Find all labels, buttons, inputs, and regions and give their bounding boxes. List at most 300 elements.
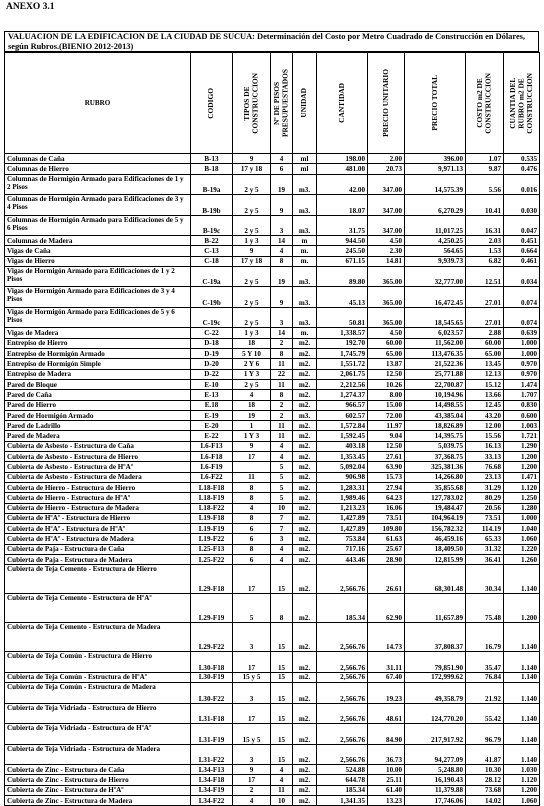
cell-cuantia: 0.461 <box>504 256 540 266</box>
cell-cantidad: 192.70 <box>317 338 368 348</box>
cell-cantidad: 2,566.76 <box>317 724 368 745</box>
cell-precio-unitario: 12.50 <box>368 369 405 379</box>
cell-costo-m2: 14.02 <box>466 796 504 806</box>
cell-tipos: 1 <box>233 421 271 431</box>
cell-costo-m2: 75.48 <box>466 594 504 623</box>
cell-precio-unitario: 62.90 <box>368 594 405 623</box>
cell-costo-m2: 1.07 <box>466 154 504 164</box>
cell-pisos: 11 <box>271 359 293 369</box>
cell-cuantia: 1.140 <box>504 683 540 704</box>
cell-cantidad: 2,566.76 <box>317 672 368 682</box>
cell-rubro: Vigas de Madera <box>5 328 191 338</box>
cell-cantidad: 602.57 <box>317 410 368 420</box>
cell-cantidad: 2,566.76 <box>317 565 368 594</box>
cell-tipos: 11 <box>233 472 271 482</box>
cell-cantidad: 1,353.45 <box>317 452 368 462</box>
cell-cuantia: 1.120 <box>504 482 540 492</box>
table-row <box>5 379 540 389</box>
cell-pisos: 8 <box>271 594 293 623</box>
cell-pisos: 4 <box>271 441 293 451</box>
cell-tipos: 17 y 18 <box>233 164 271 174</box>
cell-cantidad: 403.18 <box>317 441 368 451</box>
table-row <box>5 796 540 806</box>
cell-rubro: Pared de Bloque <box>5 379 191 389</box>
cell-precio-total: 10,194.96 <box>405 390 466 400</box>
cell-precio-unitario: 8.00 <box>368 390 405 400</box>
cell-cantidad: 5,092.04 <box>317 462 368 472</box>
cell-precio-unitario: 15.73 <box>368 472 405 482</box>
cell-unidad: m3. <box>293 266 317 287</box>
cell-tipos: 17 <box>233 452 271 462</box>
cell-costo-m2: 65.00 <box>466 349 504 359</box>
cell-cuantia: 1.140 <box>504 724 540 745</box>
cell-precio-total: 14,266.80 <box>405 472 466 482</box>
cell-costo-m2: 55.42 <box>466 703 504 724</box>
cell-tipos: 6 <box>233 534 271 544</box>
cell-precio-unitario: 19.23 <box>368 683 405 704</box>
cell-pisos: 2 <box>271 410 293 420</box>
cell-unidad: m2. <box>293 703 317 724</box>
cell-rubro: Cubierta de Paja - Estructura de Caña <box>5 544 191 554</box>
table-row <box>5 328 540 338</box>
cell-precio-unitario: 14.73 <box>368 623 405 652</box>
cell-precio-total: 22,700.87 <box>405 379 466 389</box>
cell-cantidad: 2,061.75 <box>317 369 368 379</box>
table-row <box>5 765 540 775</box>
cell-rubro: Columnas de Hormigón Armado para Edificaciones de 3 y 4 Pisos <box>5 195 191 216</box>
cell-costo-m2: 28.12 <box>466 775 504 785</box>
cell-costo-m2: 2.03 <box>466 236 504 246</box>
valuation-table <box>4 52 540 806</box>
cell-rubro: Pared de Hierro <box>5 400 191 410</box>
cell-costo-m2: 73.68 <box>466 785 504 795</box>
table-row <box>5 390 540 400</box>
cell-precio-total: 156,782.32 <box>405 524 466 534</box>
cell-cuantia: 1.120 <box>504 775 540 785</box>
cell-codigo: E-10 <box>191 379 233 389</box>
cell-cantidad: 1,989.46 <box>317 493 368 503</box>
table-row <box>5 524 540 534</box>
cell-costo-m2: 1.53 <box>466 246 504 256</box>
cell-precio-total: 11,379.88 <box>405 785 466 795</box>
cell-pisos: 11 <box>271 431 293 441</box>
cell-cantidad: 1,745.79 <box>317 349 368 359</box>
cell-precio-total: 18,545.65 <box>405 307 466 328</box>
cell-costo-m2: 6.82 <box>466 256 504 266</box>
cell-pisos: 15 <box>271 652 293 673</box>
cell-cantidad: 1,338.57 <box>317 328 368 338</box>
table-row <box>5 266 540 287</box>
cell-unidad: m2. <box>293 683 317 704</box>
cell-cuantia: 1.140 <box>504 565 540 594</box>
cell-tipos: 2 y 5 <box>233 215 271 236</box>
cell-codigo: B-18 <box>191 164 233 174</box>
cell-unidad: ml <box>293 164 317 174</box>
table-row <box>5 349 540 359</box>
cell-codigo: C-19b <box>191 287 233 308</box>
cell-cuantia: 1.707 <box>504 390 540 400</box>
cell-unidad: ml <box>293 154 317 164</box>
cell-pisos: 9 <box>271 287 293 308</box>
cell-unidad: m2. <box>293 359 317 369</box>
cell-precio-unitario: 31.11 <box>368 652 405 673</box>
cell-codigo: B-19c <box>191 215 233 236</box>
cell-cantidad: 2,212.56 <box>317 379 368 389</box>
header-rubro: RUBRO <box>5 53 191 154</box>
cell-costo-m2: 13.45 <box>466 359 504 369</box>
table-row <box>5 462 540 472</box>
cell-rubro: Entrepiso de Hormigón Armado <box>5 349 191 359</box>
cell-pisos: 2 <box>271 338 293 348</box>
cell-pisos: 11 <box>271 785 293 795</box>
cell-codigo: L18-F22 <box>191 503 233 513</box>
cell-tipos: 8 <box>233 513 271 523</box>
cell-rubro: Cubierta de Teja Cemento - Estructura de Hierro <box>5 565 191 594</box>
cell-codigo: L31-F22 <box>191 744 233 765</box>
cell-tipos: 17 <box>233 775 271 785</box>
cell-codigo: C-22 <box>191 328 233 338</box>
cell-codigo: L19-F22 <box>191 534 233 544</box>
cell-cuantia: 1.060 <box>504 796 540 806</box>
cell-codigo: L30-F18 <box>191 652 233 673</box>
cell-pisos: 4 <box>271 544 293 554</box>
cell-tipos: 5 Y 10 <box>233 349 271 359</box>
cell-rubro: Cubierta de Teja Cemento - Estructura de HºAº <box>5 594 191 623</box>
table-row <box>5 493 540 503</box>
cell-cuantia: 1.140 <box>504 744 540 765</box>
cell-precio-unitario: 12.50 <box>368 441 405 451</box>
cell-codigo: L25-F22 <box>191 555 233 565</box>
cell-cuantia: 1.471 <box>504 472 540 482</box>
cell-rubro: Cubierta de HºAº - Estructura de Hierro <box>5 513 191 523</box>
cell-precio-unitario: 365.00 <box>368 287 405 308</box>
cell-rubro: Cubierta de Teja Vidriada - Estructura de HºAº <box>5 724 191 745</box>
cell-pisos: 10 <box>271 503 293 513</box>
cell-costo-m2: 20.56 <box>466 503 504 513</box>
cell-cantidad: 45.13 <box>317 287 368 308</box>
cell-rubro: Cubierta de HºAº - Estructura de Madera <box>5 534 191 544</box>
cell-costo-m2: 2.88 <box>466 328 504 338</box>
cell-cuantia: 1.000 <box>504 513 540 523</box>
cell-precio-unitario: 84.90 <box>368 724 405 745</box>
cell-precio-unitario: 48.61 <box>368 703 405 724</box>
cell-rubro: Cubierta de Zinc - Estructura de HºAº <box>5 785 191 795</box>
cell-costo-m2: 12.51 <box>466 266 504 287</box>
cell-tipos: 2 y 5 <box>233 266 271 287</box>
cell-codigo: L34-F18 <box>191 775 233 785</box>
cell-precio-unitario: 4.50 <box>368 328 405 338</box>
cell-rubro: Cubierta de Zinc - Estructura de Caña <box>5 765 191 775</box>
cell-unidad: m2. <box>293 594 317 623</box>
cell-cuantia: 0.034 <box>504 266 540 287</box>
cell-cantidad: 671.15 <box>317 256 368 266</box>
cell-cantidad: 524.88 <box>317 765 368 775</box>
table-row <box>5 652 540 673</box>
cell-cantidad: 717.16 <box>317 544 368 554</box>
cell-costo-m2: 15.12 <box>466 379 504 389</box>
cell-precio-unitario: 13.87 <box>368 359 405 369</box>
cell-cantidad: 944.50 <box>317 236 368 246</box>
cell-costo-m2: 16.13 <box>466 441 504 451</box>
cell-codigo: L6-F13 <box>191 441 233 451</box>
cell-costo-m2: 23.13 <box>466 472 504 482</box>
cell-pisos: 15 <box>271 683 293 704</box>
cell-cantidad: 2,566.76 <box>317 652 368 673</box>
cell-rubro: Entrepiso de Madera <box>5 369 191 379</box>
table-row <box>5 256 540 266</box>
cell-cuantia: 0.074 <box>504 287 540 308</box>
cell-costo-m2: 60.00 <box>466 338 504 348</box>
cell-unidad: m3. <box>293 215 317 236</box>
cell-precio-total: 19,484.47 <box>405 503 466 513</box>
table-row <box>5 594 540 623</box>
cell-precio-unitario: 72.00 <box>368 410 405 420</box>
cell-precio-unitario: 14.81 <box>368 256 405 266</box>
cell-precio-total: 18,826.89 <box>405 421 466 431</box>
cell-unidad: m2. <box>293 534 317 544</box>
cell-unidad: m. <box>293 328 317 338</box>
cell-pisos: 19 <box>271 266 293 287</box>
cell-pisos: 5 <box>271 493 293 503</box>
cell-codigo: D-19 <box>191 349 233 359</box>
cell-tipos: 9 <box>233 154 271 164</box>
cell-unidad: m2. <box>293 493 317 503</box>
cell-cantidad: 185.34 <box>317 785 368 795</box>
cell-codigo: L19-F18 <box>191 513 233 523</box>
cell-precio-unitario: 67.40 <box>368 672 405 682</box>
cell-tipos: 3 <box>233 744 271 765</box>
cell-cantidad: 31.75 <box>317 215 368 236</box>
cell-cantidad: 1,427.89 <box>317 524 368 534</box>
cell-codigo: C-13 <box>191 246 233 256</box>
cell-tipos: 15 y 5 <box>233 672 271 682</box>
cell-costo-m2: 21.92 <box>466 683 504 704</box>
cell-rubro: Cubierta de Paja - Estructura de Madera <box>5 555 191 565</box>
cell-cuantia: 0.600 <box>504 410 540 420</box>
cell-unidad: m2. <box>293 452 317 462</box>
cell-cuantia: 0.451 <box>504 236 540 246</box>
cell-cuantia: 0.830 <box>504 400 540 410</box>
cell-cantidad: 1,274.37 <box>317 390 368 400</box>
cell-unidad: m2. <box>293 503 317 513</box>
cell-unidad: m2. <box>293 390 317 400</box>
cell-tipos: 3 <box>233 683 271 704</box>
cell-costo-m2: 114.19 <box>466 524 504 534</box>
cell-cuantia: 1.003 <box>504 421 540 431</box>
table-row <box>5 452 540 462</box>
cell-tipos: 2 y 5 <box>233 195 271 216</box>
cell-costo-m2: 76.84 <box>466 672 504 682</box>
cell-pisos: 14 <box>271 236 293 246</box>
cell-precio-unitario: 65.00 <box>368 349 405 359</box>
cell-codigo: L19-F19 <box>191 524 233 534</box>
cell-costo-m2: 16.31 <box>466 215 504 236</box>
cell-codigo: L31-F18 <box>191 703 233 724</box>
cell-unidad: m2. <box>293 775 317 785</box>
cell-cantidad: 89.80 <box>317 266 368 287</box>
cell-codigo: L6-F22 <box>191 472 233 482</box>
cell-cantidad: 198.00 <box>317 154 368 164</box>
table-row <box>5 164 540 174</box>
cell-precio-total: 68,301.48 <box>405 565 466 594</box>
header-costo-m2: COSTO m2 DE CONSTRUCCION <box>466 53 504 154</box>
cell-precio-total: 6,270.29 <box>405 195 466 216</box>
cell-costo-m2: 41.87 <box>466 744 504 765</box>
cell-codigo: E.18 <box>191 400 233 410</box>
table-row <box>5 623 540 652</box>
cell-precio-unitario: 2.00 <box>368 154 405 164</box>
cell-unidad: m2. <box>293 400 317 410</box>
cell-unidad: m2. <box>293 472 317 482</box>
cell-cantidad: 1,551.72 <box>317 359 368 369</box>
cell-precio-unitario: 13.23 <box>368 796 405 806</box>
cell-cantidad: 50.81 <box>317 307 368 328</box>
cell-rubro: Cubierta de Asbesto - Estructura de Madera <box>5 472 191 482</box>
cell-cantidad: 1,341.35 <box>317 796 368 806</box>
cell-precio-total: 37,368.75 <box>405 452 466 462</box>
cell-cantidad: 1,572.84 <box>317 421 368 431</box>
cell-cantidad: 185.34 <box>317 594 368 623</box>
cell-costo-m2: 12.45 <box>466 400 504 410</box>
cell-cuantia: 0.970 <box>504 359 540 369</box>
cell-precio-total: 5,039.75 <box>405 441 466 451</box>
cell-codigo: L31-F19 <box>191 724 233 745</box>
cell-codigo: L29-F22 <box>191 623 233 652</box>
cell-tipos: 6 <box>233 555 271 565</box>
cell-codigo: B-22 <box>191 236 233 246</box>
cell-rubro: Columnas de Caña <box>5 154 191 164</box>
cell-rubro: Columnas de Madera <box>5 236 191 246</box>
cell-codigo: L18-F19 <box>191 493 233 503</box>
cell-precio-unitario: 365.00 <box>368 307 405 328</box>
cell-tipos: 2 Y 6 <box>233 359 271 369</box>
cell-precio-unitario: 63.90 <box>368 462 405 472</box>
table-row <box>5 534 540 544</box>
cell-unidad: m2. <box>293 441 317 451</box>
cell-precio-unitario: 60.00 <box>368 338 405 348</box>
cell-precio-unitario: 9.04 <box>368 431 405 441</box>
cell-rubro: Pared de Hormigón Armado <box>5 410 191 420</box>
cell-precio-total: 12,815.99 <box>405 555 466 565</box>
cell-cuantia: 0.970 <box>504 369 540 379</box>
cell-codigo: L29-F19 <box>191 594 233 623</box>
cell-precio-total: 94,277.09 <box>405 744 466 765</box>
cell-tipos: 19 <box>233 410 271 420</box>
cell-tipos: 6 <box>233 524 271 534</box>
cell-codigo: E-20 <box>191 421 233 431</box>
cell-pisos: 6 <box>271 164 293 174</box>
cell-cantidad: 2,566.76 <box>317 683 368 704</box>
cell-precio-total: 17,746.06 <box>405 796 466 806</box>
cell-cantidad: 1,592.45 <box>317 431 368 441</box>
cell-precio-total: 37,808.37 <box>405 623 466 652</box>
table-row <box>5 544 540 554</box>
cell-unidad: m2. <box>293 765 317 775</box>
cell-unidad: m3. <box>293 410 317 420</box>
cell-unidad: m <box>293 236 317 246</box>
table-row <box>5 246 540 256</box>
cell-tipos: 18 <box>233 400 271 410</box>
cell-unidad: m2. <box>293 672 317 682</box>
cell-precio-total: 16,190.43 <box>405 775 466 785</box>
cell-costo-m2: 31.32 <box>466 544 504 554</box>
table-row <box>5 482 540 492</box>
cell-tipos: 17 <box>233 703 271 724</box>
cell-precio-total: 5,248.80 <box>405 765 466 775</box>
cell-pisos: 3 <box>271 534 293 544</box>
cell-cuantia: 1.290 <box>504 441 540 451</box>
cell-tipos: 15 y 5 <box>233 724 271 745</box>
cell-precio-total: 11,562.00 <box>405 338 466 348</box>
cell-rubro: Vigas de Hormigón Armado para Edificaciones de 3 y 4 Pisos <box>5 287 191 308</box>
cell-codigo: C-19a <box>191 266 233 287</box>
cell-rubro: Cubierta de Teja Vidriada - Estructura de Hierro <box>5 703 191 724</box>
cell-unidad: m2. <box>293 524 317 534</box>
header-cuantia: CUANTIA DEL RUBRO m2 DE CONSTRUCCION <box>504 53 540 154</box>
cell-precio-total: 104,964.19 <box>405 513 466 523</box>
cell-precio-total: 9,939.73 <box>405 256 466 266</box>
cell-pisos: 15 <box>271 724 293 745</box>
cell-rubro: Cubierta de Teja Común - Estructura de Hierro <box>5 652 191 673</box>
cell-pisos: 7 <box>271 513 293 523</box>
cell-unidad: m2. <box>293 652 317 673</box>
cell-precio-total: 127,783.02 <box>405 493 466 503</box>
cell-unidad: m. <box>293 256 317 266</box>
cell-cuantia: 1.140 <box>504 672 540 682</box>
cell-tipos <box>233 462 271 472</box>
cell-cuantia: 1.721 <box>504 431 540 441</box>
header-row <box>5 53 540 154</box>
cell-rubro: Cubierta de Teja Vidriada - Estructura de Madera <box>5 744 191 765</box>
cell-precio-unitario: 36.73 <box>368 744 405 765</box>
cell-rubro: Cubierta de Asbesto - Estructura de Caña <box>5 441 191 451</box>
cell-codigo: L6-F18 <box>191 452 233 462</box>
table-row <box>5 215 540 236</box>
cell-pisos: 15 <box>271 565 293 594</box>
table-row <box>5 338 540 348</box>
cell-tipos: 2 y 5 <box>233 174 271 195</box>
cell-precio-unitario: 16.06 <box>368 503 405 513</box>
cell-pisos: 8 <box>271 256 293 266</box>
cell-cuantia: 1.140 <box>504 703 540 724</box>
cell-costo-m2: 15.56 <box>466 431 504 441</box>
cell-precio-unitario: 15.00 <box>368 400 405 410</box>
cell-unidad: m3. <box>293 174 317 195</box>
cell-cuantia: 1.140 <box>504 652 540 673</box>
cell-codigo: L29-F18 <box>191 565 233 594</box>
cell-cuantia: 0.016 <box>504 174 540 195</box>
cell-cantidad: 1,283.31 <box>317 482 368 492</box>
cell-costo-m2: 10.41 <box>466 195 504 216</box>
cell-unidad: m2. <box>293 513 317 523</box>
cell-precio-total: 217,917.92 <box>405 724 466 745</box>
cell-cantidad: 245.50 <box>317 246 368 256</box>
table-row <box>5 195 540 216</box>
cell-costo-m2: 27.01 <box>466 287 504 308</box>
cell-rubro: Cubierta de Zinc - Estructura de Madera <box>5 796 191 806</box>
table-row <box>5 287 540 308</box>
cell-cuantia: 0.535 <box>504 154 540 164</box>
cell-codigo: D-22 <box>191 369 233 379</box>
cell-unidad: m2. <box>293 431 317 441</box>
cell-precio-unitario: 10.00 <box>368 765 405 775</box>
cell-precio-unitario: 27.94 <box>368 482 405 492</box>
cell-tipos: 17 <box>233 652 271 673</box>
cell-precio-unitario: 347.00 <box>368 195 405 216</box>
cell-unidad: m2. <box>293 379 317 389</box>
cell-codigo: B-19b <box>191 195 233 216</box>
cell-costo-m2: 10.30 <box>466 765 504 775</box>
